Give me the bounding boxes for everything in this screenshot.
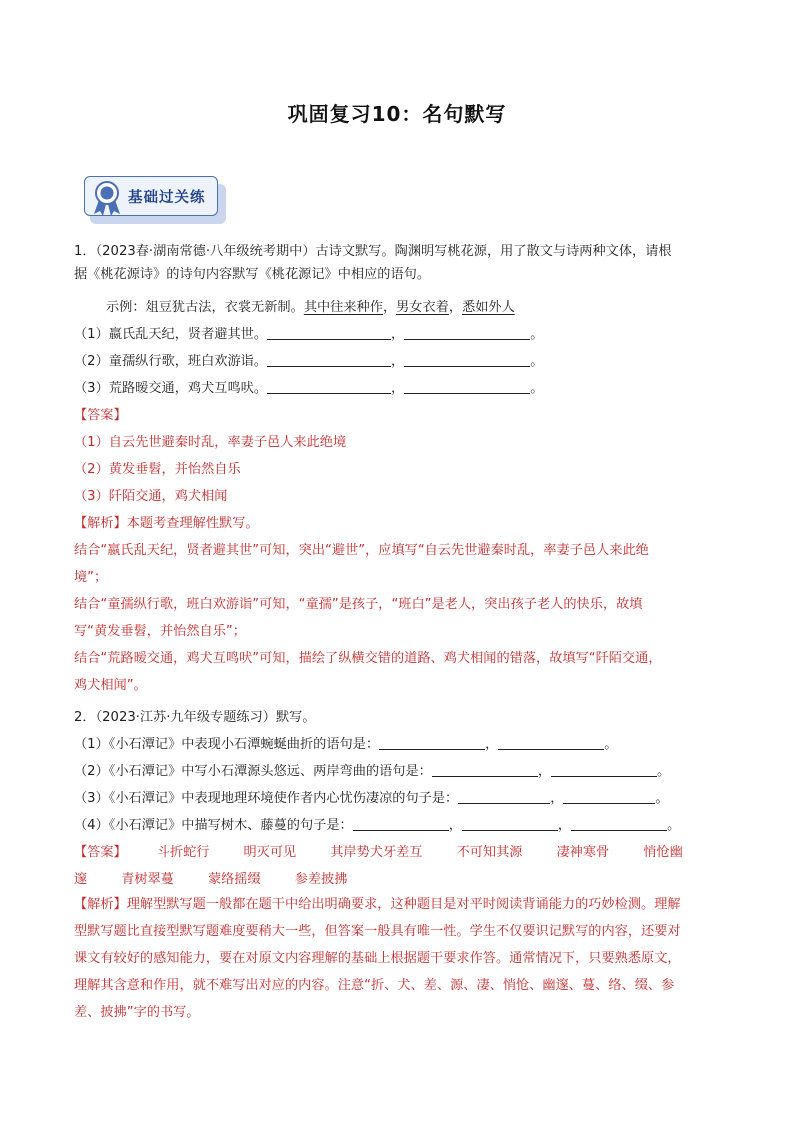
analysis-line: 型默写题比直接型默写题难度要稍大一些，但答案一般具有唯一性。学生不仅要识记默写的内容，还要对	[74, 924, 681, 939]
q1-analysis-intro: 本题考查理解性默写。	[126, 516, 259, 531]
analysis-line: 鸡犬相闻”。	[74, 678, 147, 693]
q2-answer: 蒙络摇缀	[207, 872, 261, 887]
comma: ，	[448, 818, 462, 833]
q2-answer: 不可知其源	[456, 845, 523, 860]
q1-example-underline-2: 男女衣着	[396, 300, 449, 315]
medal-icon	[90, 178, 124, 218]
analysis-line: 写“黄发垂髫，并怡然自乐”；	[74, 624, 246, 639]
q2-answer: 明灭可见	[243, 845, 297, 860]
comma: ，	[391, 381, 405, 396]
q1-stem	[74, 240, 726, 286]
q2-answer: 其岸势犬牙差互	[330, 845, 423, 860]
q1-example-underline-3: 悉如外人	[462, 300, 515, 315]
q1-answer-2: （2）黄发垂髫，并怡然自乐	[74, 462, 241, 477]
q1-answer-1: （1）自云先世避秦时乱，率妻子邑人来此绝境	[74, 435, 347, 450]
q2-answer: 斗折蛇行	[156, 845, 210, 860]
q1-item-1	[74, 323, 543, 342]
q1-analysis-head	[74, 512, 259, 531]
analysis-text: 理解型默写题一般都在题干中给出明确要求，这种题目是对平时阅读背诵能力的巧妙检测。理解	[126, 897, 681, 912]
q1-example-prefix: 示例：俎豆犹古法，衣裳无新制。	[106, 300, 304, 315]
answer-blank[interactable]	[498, 735, 604, 750]
q1-analysis-label: 【解析】	[74, 516, 127, 531]
comma: ，	[550, 791, 564, 806]
answer-blank[interactable]	[353, 816, 449, 831]
q2-answer: 凄神寒骨	[556, 845, 610, 860]
badge-label: 基础过关练	[128, 190, 206, 206]
analysis-line: 课文有较好的感知能力，要在对原文内容理解的基础上根据题干要求作答。通常情况下，只要熟悉原文，	[74, 951, 681, 966]
answer-blank[interactable]	[404, 352, 530, 367]
q1-item-text: （3）荒路暧交通，鸡犬互鸣吠。	[74, 381, 268, 396]
period: 。	[530, 381, 544, 396]
q2-analysis-label: 【解析】	[74, 897, 127, 912]
comma: ，	[537, 764, 552, 779]
q2-answer-row-2	[74, 868, 347, 887]
q2-item-text: （3）《小石潭记》中表现地理环境使作者内心忧伤凄凉的句子是：	[74, 791, 459, 806]
analysis-line: 结合“荒路暧交通，鸡犬互鸣吠”可知，描绘了纵横交错的道路、鸡犬相闻的错落，故填写“阡陌交通，	[74, 651, 662, 666]
answer-blank[interactable]	[267, 325, 391, 340]
q1-stem-line-1: 1．（2023春·湖南常德·八年级统考期中）古诗文默写。陶渊明写桃花源，用了散文与诗两种文体，请根	[74, 244, 672, 259]
q2-item-3	[74, 787, 669, 806]
q2-answer-label: 【答案】	[74, 845, 127, 860]
q2-item-2	[74, 760, 670, 779]
period: 。	[604, 737, 618, 752]
answer-blank[interactable]	[432, 762, 538, 777]
answer-blank[interactable]	[458, 789, 550, 804]
analysis-line: 境”；	[74, 570, 108, 585]
period: 。	[530, 327, 544, 342]
analysis-line: 结合“嬴氏乱天纪，贤者避其世”可知，突出“避世”，应填写“自云先世避秦时乱，率妻子邑人来此绝	[74, 543, 649, 558]
q1-item-2	[74, 350, 543, 369]
answer-blank[interactable]	[267, 352, 391, 367]
q1-item-text: （1）嬴氏乱天纪，贤者避其世。	[74, 327, 268, 342]
answer-blank[interactable]	[462, 816, 558, 831]
q2-item-text: （1）《小石潭记》中表现小石潭蜿蜒曲折的语句是：	[74, 737, 380, 752]
q2-answer: 参差披拂	[294, 872, 348, 887]
answer-blank[interactable]	[404, 325, 530, 340]
q2-analysis-body	[74, 891, 726, 1026]
q1-answer-label: 【答案】	[74, 408, 127, 423]
q2-item-1	[74, 733, 617, 752]
period: 。	[667, 818, 681, 833]
answer-blank[interactable]	[404, 379, 530, 394]
q2-item-4	[74, 814, 680, 833]
q2-answer: 悄怆幽	[643, 845, 683, 860]
period: 。	[657, 764, 671, 779]
q2-answer: 邃	[74, 872, 88, 887]
comma: ，	[391, 327, 405, 342]
q1-example	[106, 296, 515, 315]
q2-answer: 青树翠蔓	[121, 872, 174, 887]
answer-blank[interactable]	[379, 735, 485, 750]
period: 。	[530, 354, 544, 369]
q2-stem: 2．（2023·江苏·九年级专题练习）默写。	[74, 710, 316, 725]
comma: ，	[448, 300, 463, 315]
analysis-line: 理解其含意和作用，就不难写出对应的内容。注意“折、犬、差、源、凄、悄怆、幽邃、蔓、络、缀、参	[74, 978, 675, 993]
q1-example-underline-1: 其中往来种作	[303, 300, 383, 315]
comma: ，	[485, 737, 499, 752]
page-title: 巩固复习10：名句默写	[287, 102, 507, 126]
q1-answer-3: （3）阡陌交通，鸡犬相闻	[74, 489, 228, 504]
q2-item-text: （4）《小石潭记》中描写树木、藤蔓的句子是：	[74, 818, 353, 833]
q1-analysis-body	[74, 537, 726, 699]
answer-blank[interactable]	[551, 762, 657, 777]
period: 。	[655, 791, 669, 806]
comma: ，	[557, 818, 572, 833]
answer-blank[interactable]	[571, 816, 667, 831]
analysis-line: 差、披拂”字的书写。	[74, 1005, 200, 1020]
q1-item-3	[74, 377, 543, 396]
q2-item-text: （2）《小石潭记》中写小石潭源头悠远、两岸弯曲的语句是：	[74, 764, 432, 779]
comma: ，	[382, 300, 397, 315]
answer-blank[interactable]	[267, 379, 391, 394]
q2-answer-row-1	[74, 841, 683, 860]
answer-blank[interactable]	[563, 789, 655, 804]
analysis-line	[74, 891, 726, 918]
section-badge	[84, 176, 224, 224]
analysis-line: 结合“童孺纵行歌，班白欢游诣”可知，“童孺”是孩子，“班白”是老人，突出孩子老人的快乐，故填	[74, 597, 643, 612]
q1-item-text: （2）童孺纵行歌，班白欢游诣。	[74, 354, 268, 369]
q1-stem-line-2: 据《桃花源诗》的诗句内容默写《桃花源记》中相应的语句。	[74, 267, 431, 282]
comma: ，	[391, 354, 405, 369]
